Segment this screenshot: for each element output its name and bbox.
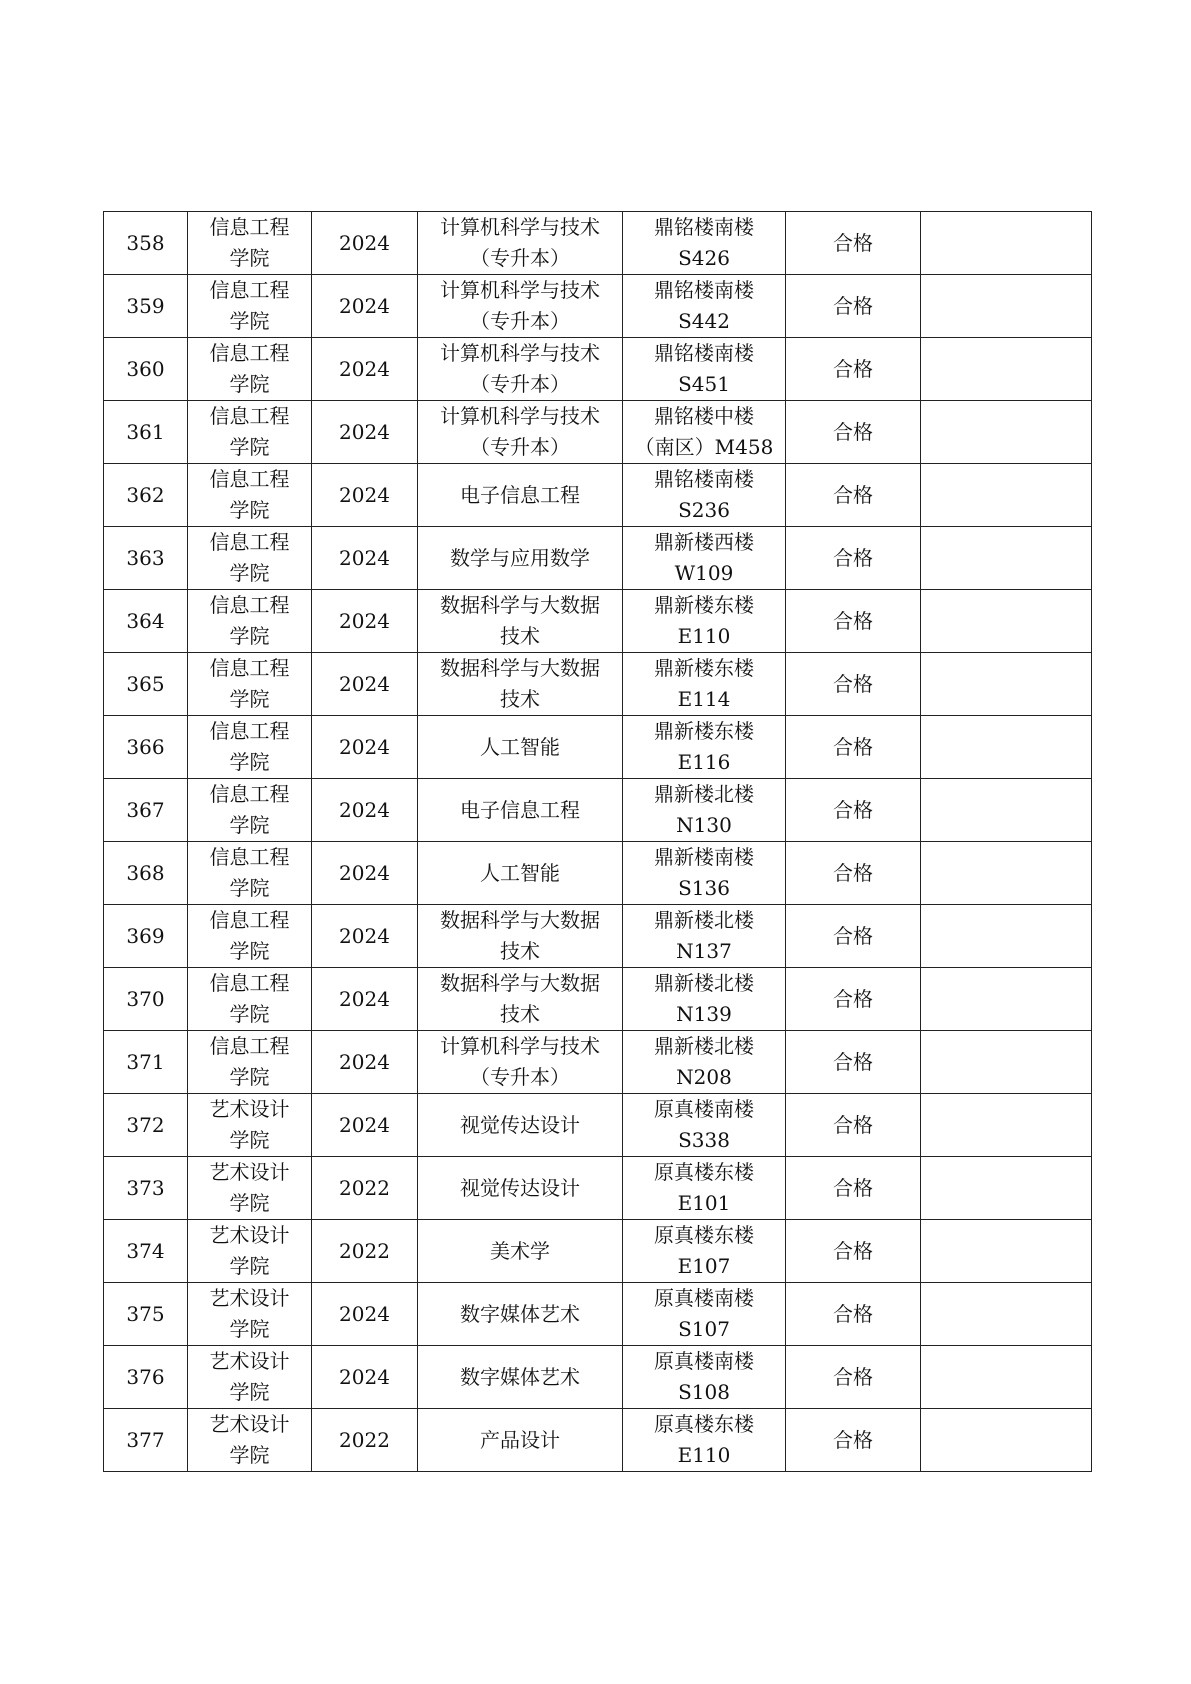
room-cell <box>623 275 786 338</box>
result-cell: 合格 <box>786 401 921 464</box>
major-cell-line: 电子信息工程 <box>460 797 580 822</box>
note-cell <box>921 590 1092 653</box>
college-cell-line: 学院 <box>229 939 270 963</box>
college-cell-line: 学院 <box>229 1002 270 1026</box>
row-number-cell: 372 <box>104 1094 188 1157</box>
room-cell-line: E110 <box>677 624 731 648</box>
room-cell <box>623 464 786 527</box>
college-cell <box>188 212 312 275</box>
table-row <box>104 716 1092 779</box>
college-cell-line: 艺术设计 <box>209 1097 290 1121</box>
college-cell-line: 艺术设计 <box>209 1349 290 1373</box>
college-cell <box>188 401 312 464</box>
major-cell <box>418 401 623 464</box>
room-cell-line: 鼎新楼北楼 <box>654 971 754 995</box>
room-cell-line: 鼎新楼东楼 <box>654 719 754 743</box>
college-cell <box>188 842 312 905</box>
major-cell-line: 技术 <box>500 939 540 963</box>
note-cell <box>921 905 1092 968</box>
college-cell-line: 艺术设计 <box>209 1223 290 1247</box>
room-cell-line: （南区）M458 <box>634 435 774 459</box>
major-cell <box>418 653 623 716</box>
room-cell-line: S236 <box>678 498 730 522</box>
room-cell-line: 鼎铭楼南楼 <box>654 467 754 491</box>
table-row <box>104 1094 1092 1157</box>
year-cell: 2024 <box>312 716 418 779</box>
year-cell: 2024 <box>312 779 418 842</box>
college-cell-line: 学院 <box>229 1254 270 1278</box>
note-cell <box>921 968 1092 1031</box>
major-cell-line: 技术 <box>500 687 540 711</box>
result-cell: 合格 <box>786 464 921 527</box>
result-cell: 合格 <box>786 1220 921 1283</box>
college-cell <box>188 1409 312 1472</box>
major-cell-line: 产品设计 <box>480 1427 560 1452</box>
major-cell <box>418 905 623 968</box>
row-number-cell: 377 <box>104 1409 188 1472</box>
result-cell: 合格 <box>786 1031 921 1094</box>
college-cell-line: 学院 <box>229 246 270 270</box>
row-number-cell: 362 <box>104 464 188 527</box>
room-cell-line: S107 <box>678 1317 730 1341</box>
room-cell-line: 鼎新楼北楼 <box>654 908 754 932</box>
college-cell-line: 艺术设计 <box>209 1412 290 1436</box>
major-cell <box>418 1031 623 1094</box>
college-cell <box>188 338 312 401</box>
major-cell <box>418 716 623 779</box>
college-cell-line: 学院 <box>229 309 270 333</box>
result-cell: 合格 <box>786 905 921 968</box>
year-cell: 2024 <box>312 338 418 401</box>
college-cell <box>188 653 312 716</box>
college-cell <box>188 968 312 1031</box>
result-cell: 合格 <box>786 779 921 842</box>
room-cell-line: 鼎新楼南楼 <box>654 845 754 869</box>
college-cell-line: 学院 <box>229 1128 270 1152</box>
note-cell <box>921 716 1092 779</box>
result-cell: 合格 <box>786 842 921 905</box>
result-cell: 合格 <box>786 968 921 1031</box>
major-cell-line: 数据科学与大数据 <box>440 656 600 680</box>
college-cell-line: 学院 <box>229 1380 270 1404</box>
room-cell-line: 鼎新楼北楼 <box>654 1034 754 1058</box>
note-cell <box>921 338 1092 401</box>
row-number-cell: 375 <box>104 1283 188 1346</box>
note-cell <box>921 1283 1092 1346</box>
college-cell-line: 学院 <box>229 1443 270 1467</box>
room-cell-line: 原真楼东楼 <box>654 1412 754 1436</box>
major-cell-line: 视觉传达设计 <box>460 1175 580 1200</box>
year-cell: 2024 <box>312 968 418 1031</box>
major-cell <box>418 590 623 653</box>
row-number-cell: 371 <box>104 1031 188 1094</box>
row-number-cell: 370 <box>104 968 188 1031</box>
college-cell-line: 信息工程 <box>209 467 290 491</box>
room-cell-line: 鼎铭楼南楼 <box>654 278 754 302</box>
year-cell: 2022 <box>312 1157 418 1220</box>
major-cell <box>418 1283 623 1346</box>
room-cell <box>623 1157 786 1220</box>
room-cell-line: 鼎新楼东楼 <box>654 593 754 617</box>
year-cell: 2024 <box>312 842 418 905</box>
major-cell-line: 计算机科学与技术 <box>440 341 600 365</box>
table-row <box>104 779 1092 842</box>
row-number-cell: 366 <box>104 716 188 779</box>
major-cell <box>418 842 623 905</box>
room-cell <box>623 653 786 716</box>
result-cell: 合格 <box>786 1409 921 1472</box>
room-cell-line: 原真楼南楼 <box>654 1286 754 1310</box>
major-cell <box>418 275 623 338</box>
note-cell <box>921 779 1092 842</box>
major-cell <box>418 338 623 401</box>
result-cell: 合格 <box>786 338 921 401</box>
major-cell <box>418 1094 623 1157</box>
room-cell <box>623 905 786 968</box>
college-cell-line: 学院 <box>229 876 270 900</box>
year-cell: 2024 <box>312 653 418 716</box>
college-cell <box>188 590 312 653</box>
room-cell <box>623 1031 786 1094</box>
major-cell-line: 视觉传达设计 <box>460 1112 580 1137</box>
college-cell <box>188 716 312 779</box>
major-cell <box>418 968 623 1031</box>
row-number-cell: 368 <box>104 842 188 905</box>
room-cell-line: 鼎铭楼南楼 <box>654 341 754 365</box>
year-cell: 2024 <box>312 1283 418 1346</box>
college-cell-line: 学院 <box>229 1191 270 1215</box>
result-cell: 合格 <box>786 590 921 653</box>
note-cell <box>921 653 1092 716</box>
college-cell-line: 信息工程 <box>209 278 290 302</box>
room-cell-line: S442 <box>678 309 730 333</box>
table-row <box>104 275 1092 338</box>
college-cell-line: 信息工程 <box>209 656 290 680</box>
room-cell <box>623 338 786 401</box>
college-cell-line: 信息工程 <box>209 719 290 743</box>
result-cell: 合格 <box>786 275 921 338</box>
college-cell-line: 学院 <box>229 561 270 585</box>
college-cell <box>188 1283 312 1346</box>
result-cell: 合格 <box>786 653 921 716</box>
college-cell-line: 学院 <box>229 624 270 648</box>
table-row <box>104 905 1092 968</box>
year-cell: 2024 <box>312 1031 418 1094</box>
row-number-cell: 365 <box>104 653 188 716</box>
college-cell <box>188 1094 312 1157</box>
major-cell <box>418 1157 623 1220</box>
college-cell <box>188 779 312 842</box>
college-cell <box>188 1220 312 1283</box>
room-cell-line: N139 <box>676 1002 732 1026</box>
table-row <box>104 842 1092 905</box>
room-cell <box>623 590 786 653</box>
note-cell <box>921 1409 1092 1472</box>
note-cell <box>921 401 1092 464</box>
row-number-cell: 369 <box>104 905 188 968</box>
row-number-cell: 373 <box>104 1157 188 1220</box>
room-cell <box>623 968 786 1031</box>
college-cell-line: 学院 <box>229 750 270 774</box>
college-cell-line: 学院 <box>229 1065 270 1089</box>
room-cell-line: 鼎新楼北楼 <box>654 782 754 806</box>
college-cell-line: 学院 <box>229 813 270 837</box>
year-cell: 2024 <box>312 212 418 275</box>
room-cell-line: 鼎新楼西楼 <box>654 530 754 554</box>
room-cell-line: 鼎铭楼中楼 <box>654 404 754 428</box>
table-row <box>104 1220 1092 1283</box>
room-cell-line: 鼎新楼东楼 <box>654 656 754 680</box>
major-cell-line: 数据科学与大数据 <box>440 908 600 932</box>
major-cell-line: 人工智能 <box>480 734 560 759</box>
note-cell <box>921 1157 1092 1220</box>
college-cell <box>188 1346 312 1409</box>
room-cell <box>623 527 786 590</box>
major-cell-line: （专升本） <box>470 246 570 270</box>
year-cell: 2024 <box>312 527 418 590</box>
room-cell-line: W109 <box>674 561 734 585</box>
row-number-cell: 360 <box>104 338 188 401</box>
college-cell-line: 学院 <box>229 1317 270 1341</box>
major-cell-line: 数字媒体艺术 <box>460 1301 580 1326</box>
room-cell-line: 原真楼南楼 <box>654 1097 754 1121</box>
room-cell-line: 原真楼南楼 <box>654 1349 754 1373</box>
room-cell <box>623 716 786 779</box>
room-cell-line: N208 <box>676 1065 732 1089</box>
year-cell: 2024 <box>312 905 418 968</box>
college-cell-line: 信息工程 <box>209 908 290 932</box>
row-number-cell: 376 <box>104 1346 188 1409</box>
table-row <box>104 401 1092 464</box>
result-cell: 合格 <box>786 1157 921 1220</box>
college-cell-line: 信息工程 <box>209 782 290 806</box>
note-cell <box>921 1346 1092 1409</box>
major-cell-line: 数学与应用数学 <box>450 545 590 570</box>
table-body <box>104 212 1092 1472</box>
major-cell-line: 计算机科学与技术 <box>440 1034 600 1058</box>
major-cell-line: （专升本） <box>470 435 570 459</box>
major-cell-line: 人工智能 <box>480 860 560 885</box>
major-cell <box>418 1346 623 1409</box>
row-number-cell: 364 <box>104 590 188 653</box>
college-cell <box>188 905 312 968</box>
table-row <box>104 653 1092 716</box>
table-row <box>104 1157 1092 1220</box>
college-cell-line: 艺术设计 <box>209 1160 290 1184</box>
room-cell-line: E114 <box>677 687 731 711</box>
major-cell-line: 美术学 <box>490 1238 550 1263</box>
note-cell <box>921 1094 1092 1157</box>
year-cell: 2024 <box>312 590 418 653</box>
room-cell <box>623 212 786 275</box>
row-number-cell: 359 <box>104 275 188 338</box>
result-cell: 合格 <box>786 212 921 275</box>
college-cell-line: 信息工程 <box>209 215 290 239</box>
year-cell: 2024 <box>312 1094 418 1157</box>
major-cell-line: 计算机科学与技术 <box>440 278 600 302</box>
college-cell-line: 学院 <box>229 498 270 522</box>
note-cell <box>921 842 1092 905</box>
college-cell-line: 学院 <box>229 687 270 711</box>
result-cell: 合格 <box>786 527 921 590</box>
major-cell-line: 数字媒体艺术 <box>460 1364 580 1389</box>
room-cell <box>623 1220 786 1283</box>
room-cell-line: S451 <box>678 372 730 396</box>
major-cell-line: 技术 <box>500 1002 540 1026</box>
room-cell-line: E107 <box>677 1254 731 1278</box>
major-cell <box>418 779 623 842</box>
major-cell-line: （专升本） <box>470 1065 570 1089</box>
room-cell <box>623 1346 786 1409</box>
college-cell <box>188 275 312 338</box>
major-cell-line: 技术 <box>500 624 540 648</box>
table-row <box>104 1031 1092 1094</box>
major-cell-line: 计算机科学与技术 <box>440 215 600 239</box>
room-cell-line: N137 <box>676 939 732 963</box>
college-cell-line: 信息工程 <box>209 1034 290 1058</box>
room-cell-line: E116 <box>677 750 731 774</box>
major-cell <box>418 527 623 590</box>
row-number-cell: 363 <box>104 527 188 590</box>
row-number-cell: 361 <box>104 401 188 464</box>
college-cell <box>188 1031 312 1094</box>
room-cell-line: 原真楼东楼 <box>654 1160 754 1184</box>
note-cell <box>921 275 1092 338</box>
year-cell: 2022 <box>312 1220 418 1283</box>
year-cell: 2024 <box>312 1346 418 1409</box>
note-cell <box>921 1031 1092 1094</box>
table-row <box>104 590 1092 653</box>
table-row <box>104 212 1092 275</box>
room-cell-line: S426 <box>678 246 730 270</box>
table-row <box>104 464 1092 527</box>
major-cell-line: 计算机科学与技术 <box>440 404 600 428</box>
note-cell <box>921 464 1092 527</box>
room-cell-line: S108 <box>678 1380 730 1404</box>
room-cell <box>623 1283 786 1346</box>
major-cell-line: （专升本） <box>470 372 570 396</box>
major-cell-line: 数据科学与大数据 <box>440 593 600 617</box>
row-number-cell: 374 <box>104 1220 188 1283</box>
result-cell: 合格 <box>786 1346 921 1409</box>
major-cell-line: 电子信息工程 <box>460 482 580 507</box>
major-cell <box>418 212 623 275</box>
college-cell <box>188 1157 312 1220</box>
college-cell-line: 学院 <box>229 435 270 459</box>
room-cell <box>623 1094 786 1157</box>
table-row <box>104 527 1092 590</box>
inspection-table <box>103 211 1092 1472</box>
table-row <box>104 1346 1092 1409</box>
room-cell-line: 原真楼东楼 <box>654 1223 754 1247</box>
college-cell-line: 信息工程 <box>209 845 290 869</box>
college-cell-line: 信息工程 <box>209 530 290 554</box>
major-cell <box>418 1220 623 1283</box>
result-cell: 合格 <box>786 716 921 779</box>
table-row <box>104 338 1092 401</box>
room-cell-line: E101 <box>677 1191 731 1215</box>
room-cell <box>623 779 786 842</box>
result-cell: 合格 <box>786 1283 921 1346</box>
major-cell-line: 数据科学与大数据 <box>440 971 600 995</box>
note-cell <box>921 527 1092 590</box>
result-cell: 合格 <box>786 1094 921 1157</box>
note-cell <box>921 1220 1092 1283</box>
room-cell <box>623 401 786 464</box>
room-cell-line: S338 <box>678 1128 730 1152</box>
note-cell <box>921 212 1092 275</box>
room-cell <box>623 842 786 905</box>
room-cell <box>623 1409 786 1472</box>
major-cell <box>418 464 623 527</box>
table-row <box>104 1283 1092 1346</box>
year-cell: 2024 <box>312 275 418 338</box>
college-cell <box>188 464 312 527</box>
table-row <box>104 968 1092 1031</box>
year-cell: 2022 <box>312 1409 418 1472</box>
college-cell-line: 信息工程 <box>209 341 290 365</box>
college-cell <box>188 527 312 590</box>
room-cell-line: N130 <box>676 813 732 837</box>
college-cell-line: 信息工程 <box>209 404 290 428</box>
row-number-cell: 367 <box>104 779 188 842</box>
college-cell-line: 艺术设计 <box>209 1286 290 1310</box>
year-cell: 2024 <box>312 401 418 464</box>
room-cell-line: E110 <box>677 1443 731 1467</box>
college-cell-line: 信息工程 <box>209 971 290 995</box>
room-cell-line: S136 <box>678 876 730 900</box>
table-row <box>104 1409 1092 1472</box>
college-cell-line: 学院 <box>229 372 270 396</box>
year-cell: 2024 <box>312 464 418 527</box>
room-cell-line: 鼎铭楼南楼 <box>654 215 754 239</box>
row-number-cell: 358 <box>104 212 188 275</box>
major-cell <box>418 1409 623 1472</box>
major-cell-line: （专升本） <box>470 309 570 333</box>
college-cell-line: 信息工程 <box>209 593 290 617</box>
